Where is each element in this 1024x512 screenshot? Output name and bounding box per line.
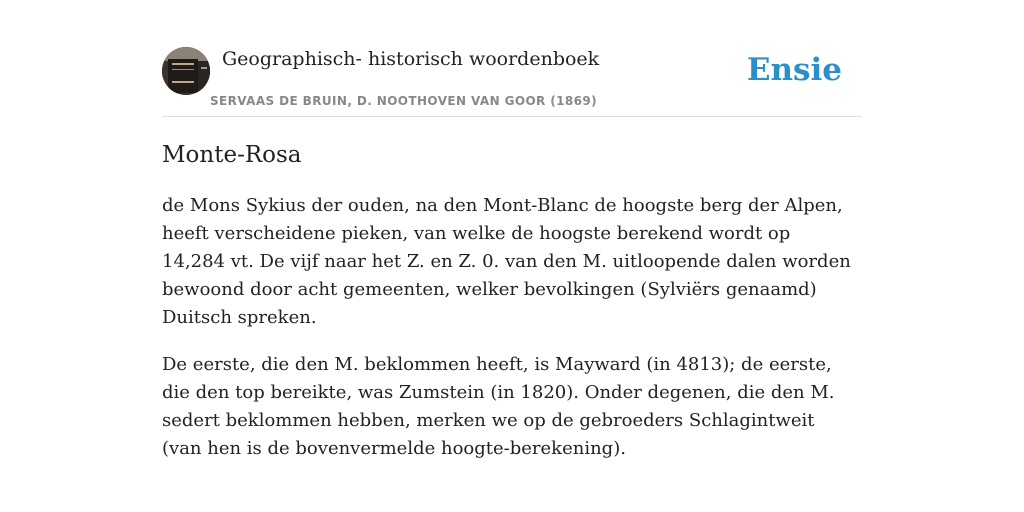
entry-title: Monte-Rosa (162, 142, 302, 168)
book-title[interactable]: Geographisch- historisch woordenboek (222, 48, 600, 70)
book-header (162, 46, 862, 117)
entry-paragraph: de Mons Sykius der ouden, na den Mont-Blanc de hoogste berg der Alpen, heeft verscheidene pieken, van welke de hoogste berekend wordt op 14,284 vt. De vijf naar het Z. en Z. 0. van den M. uitloopende dalen worden bewoond door acht gemeenten, welker bevolkingen (Sylviërs genaamd) Duitsch spreken. (162, 195, 851, 328)
entry-paragraph: De eerste, die den M. beklommen heeft, is Mayward (in 4813); de eerste, die den top bereikte, was Zumstein (in 1820). Onder degenen, die den M. sedert beklommen hebben, merken we op de gebroeders Schlagintweit (van hen is de bovenvermelde hoogte-berekening). (162, 354, 835, 459)
ensie-logo[interactable]: Ensie (746, 52, 842, 88)
entry-content (162, 192, 852, 482)
book-authors: SERVAAS DE BRUIN, D. NOOTHOVEN VAN GOOR (1869) (210, 94, 598, 108)
book-cover-icon[interactable] (162, 47, 210, 95)
